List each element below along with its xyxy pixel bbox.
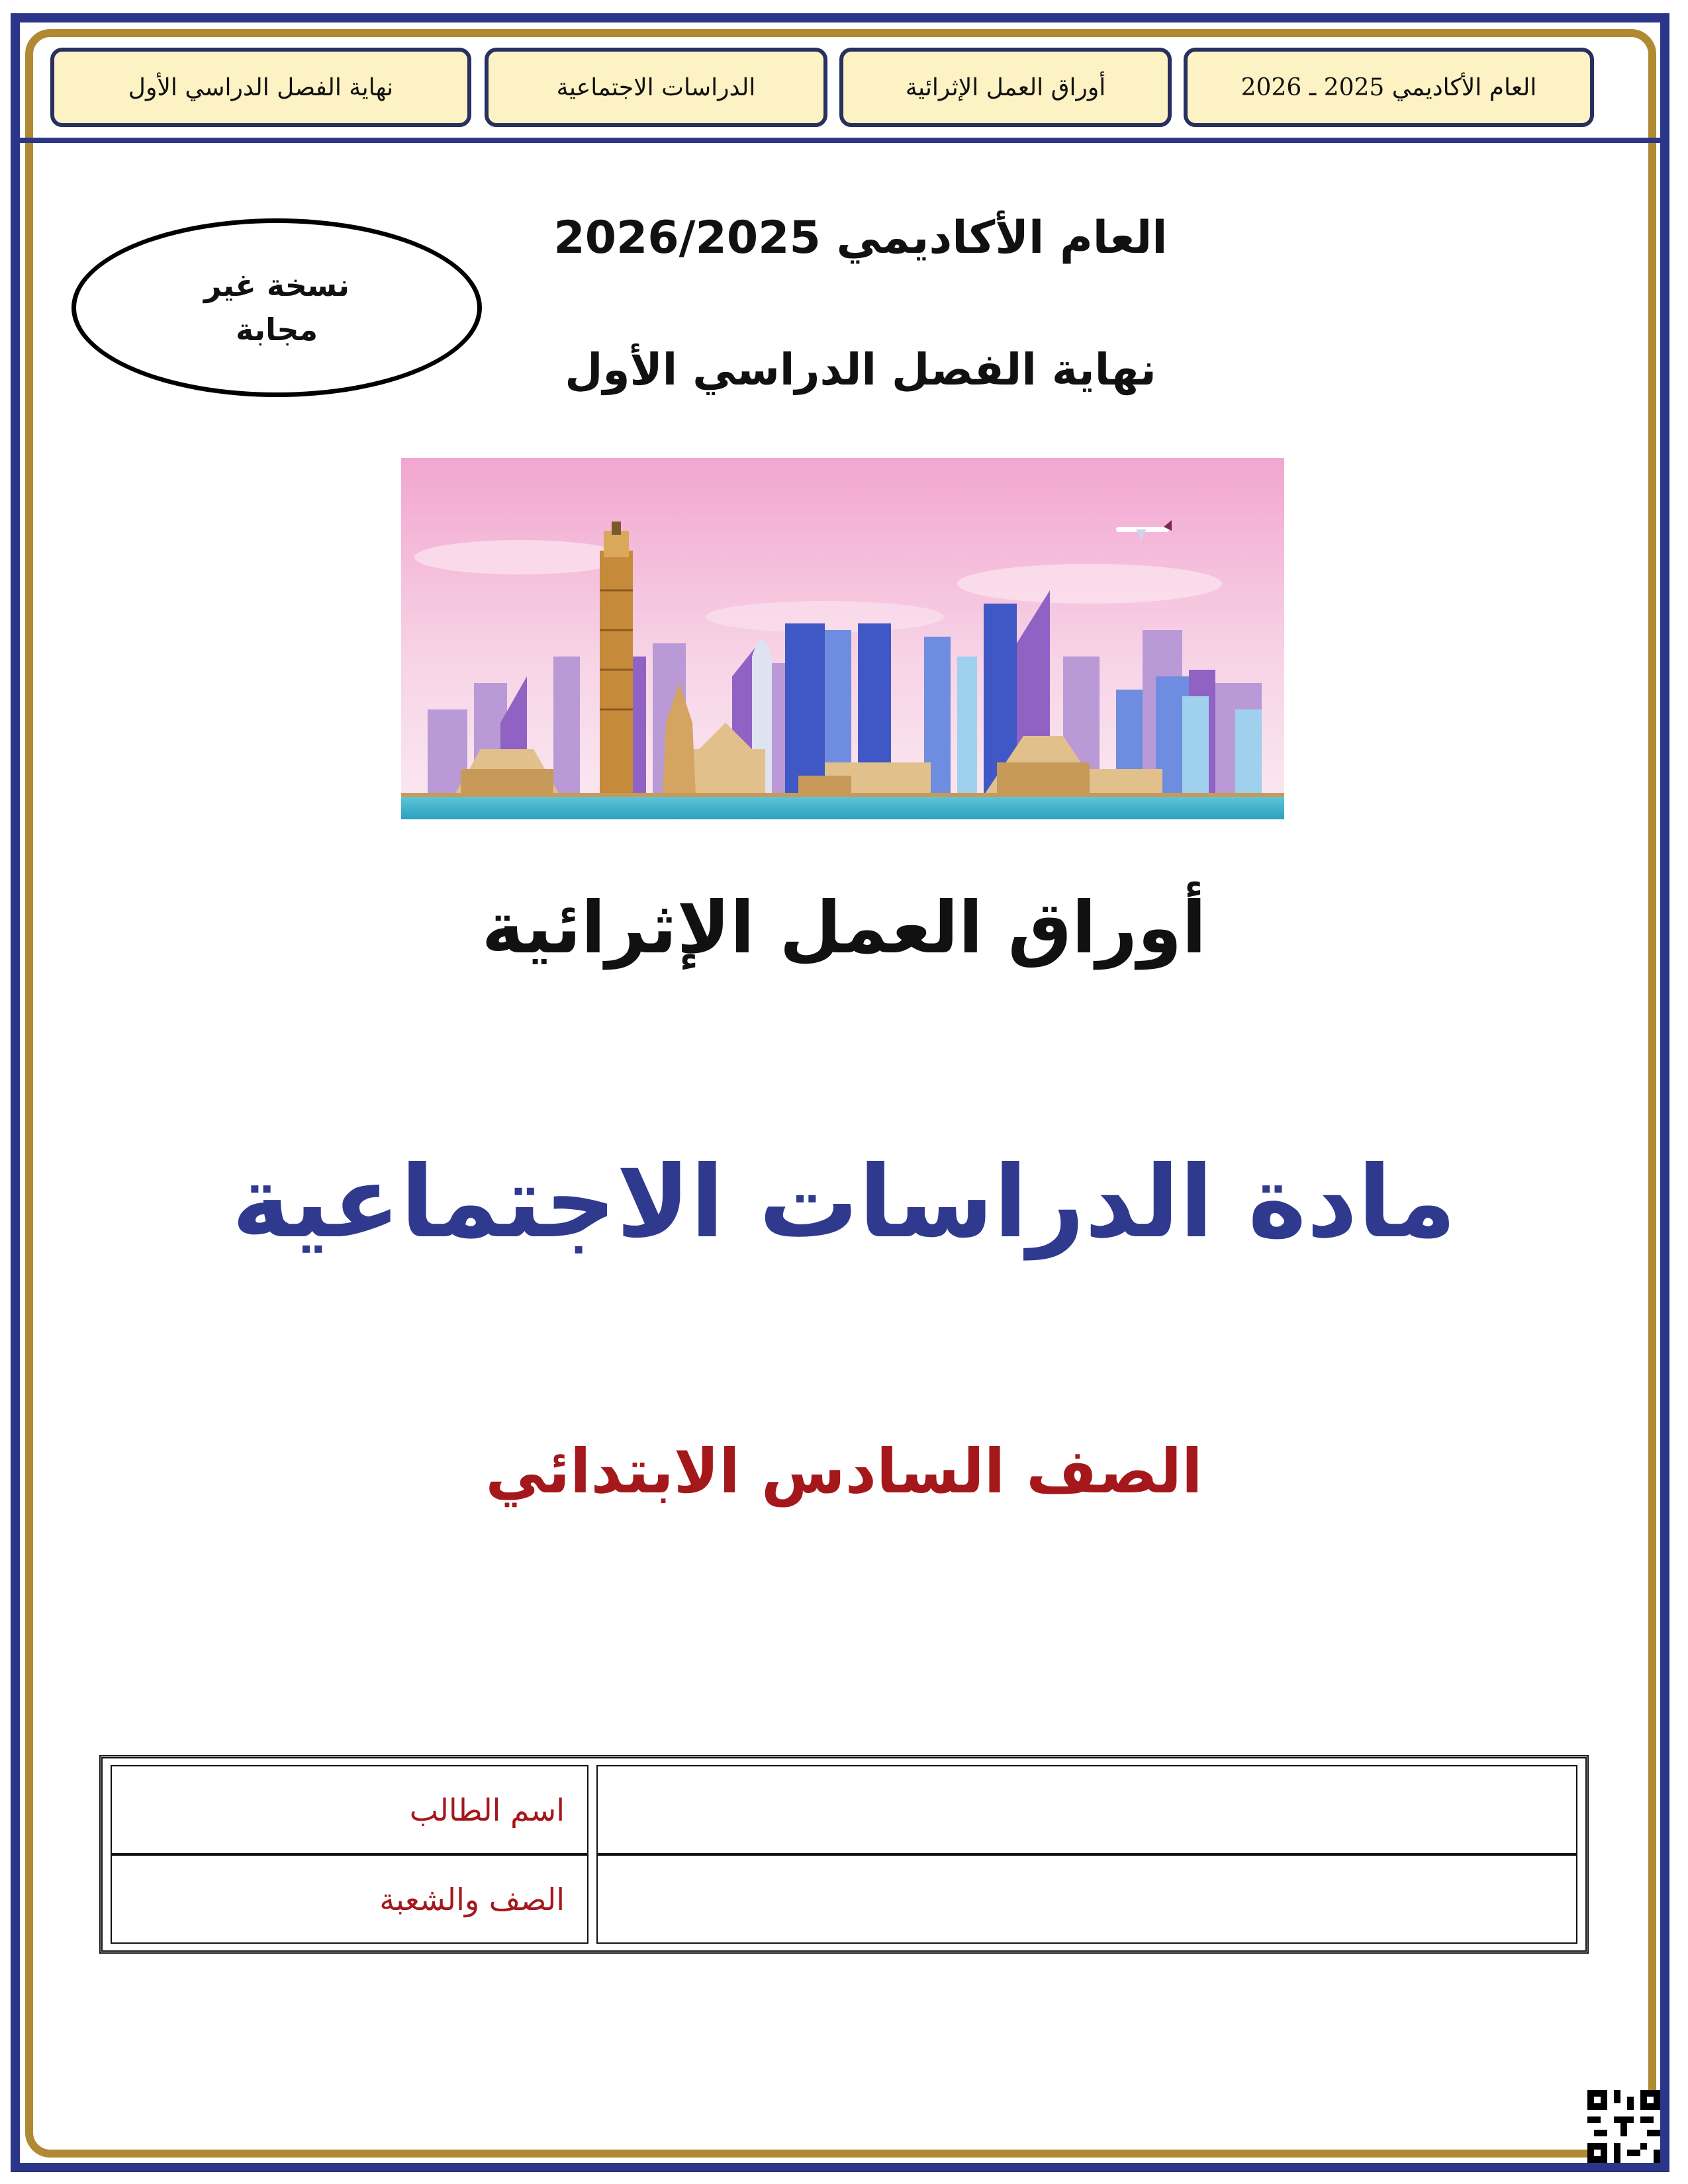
unanswered-copy-stamp [71, 218, 482, 397]
header-tab-year: العام الأكاديمي 2025 ـ 2026 [1184, 48, 1594, 127]
term-title: نهاية الفصل الدراسي الأول [565, 344, 1156, 395]
table-row [111, 1854, 1577, 1944]
subject-heading: مادة الدراسات الاجتماعية [232, 1145, 1456, 1260]
stamp-line-1: نسخة غير [204, 267, 350, 304]
table-row [111, 1765, 1577, 1854]
header-tab-subject: الدراسات الاجتماعية [485, 48, 827, 127]
header-tab-term: نهاية الفصل الدراسي الأول [50, 48, 471, 127]
academic-year-title: العام الأكاديمي 2026/2025 [553, 212, 1168, 264]
worksheets-heading: أوراق العمل الإثرائية [481, 887, 1207, 970]
grade-heading: الصف السادس الابتدائي [485, 1436, 1203, 1507]
qr-code-icon [1587, 2090, 1660, 2163]
header-tab-worksheets: أوراق العمل الإثرائية [839, 48, 1172, 127]
stamp-line-2: مجابة [235, 312, 318, 347]
student-name-field[interactable] [596, 1765, 1577, 1854]
city-skyline-illustration [401, 458, 1284, 819]
header-divider [20, 138, 1662, 143]
student-info-table [99, 1755, 1589, 1954]
class-section-label: الصف والشعبة [111, 1854, 588, 1944]
class-section-field[interactable] [596, 1854, 1577, 1944]
student-name-label: اسم الطالب [111, 1765, 588, 1854]
